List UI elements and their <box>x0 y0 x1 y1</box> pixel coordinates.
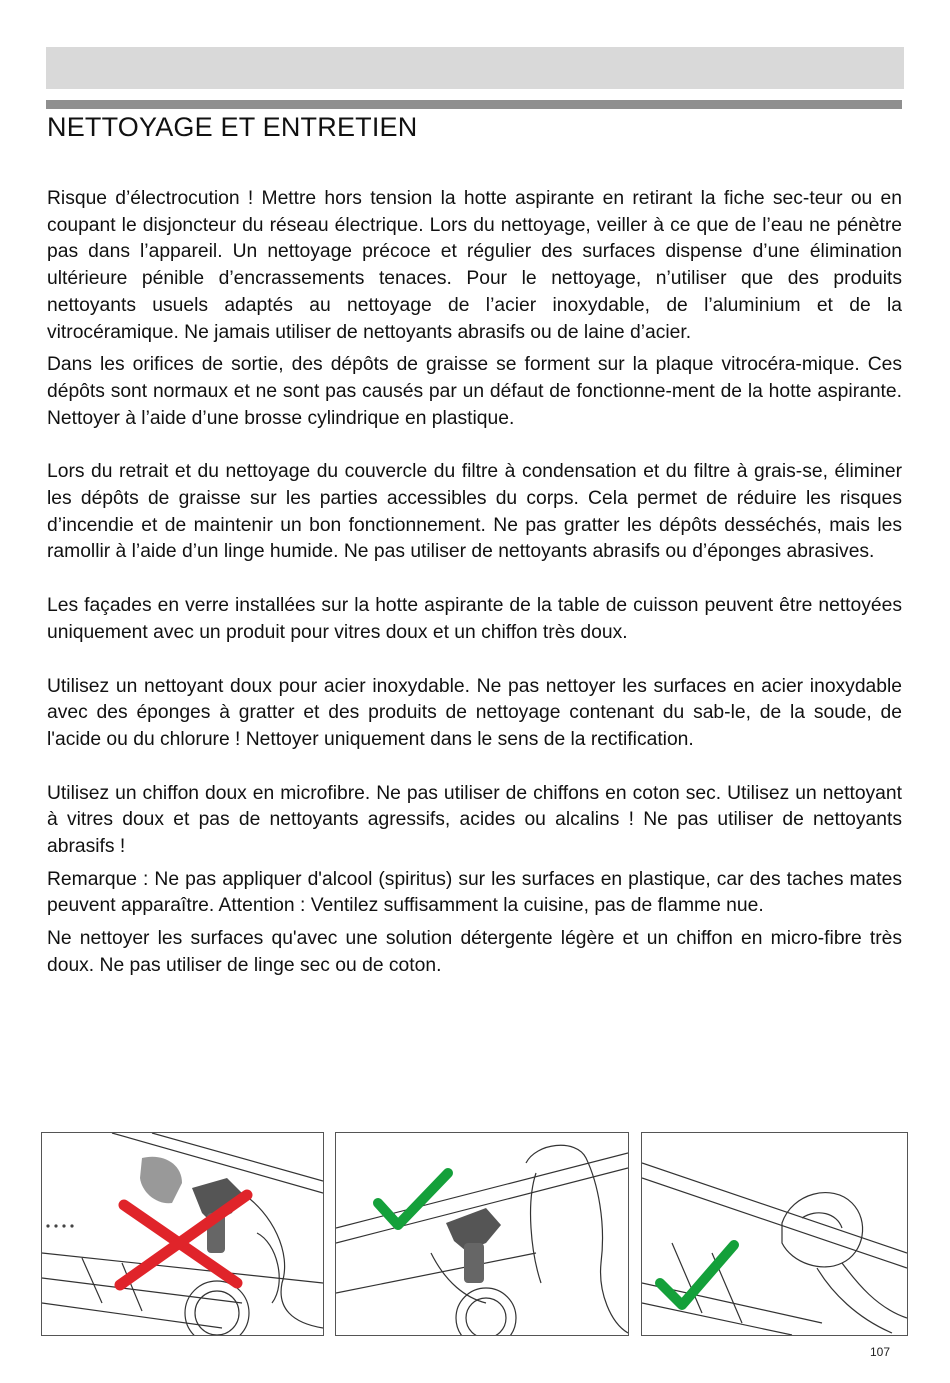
paragraph-microfiber: Utilisez un chiffon doux en microfibre. Ne pas utiliser de chiffons en coton sec. Utilisez un nettoyant à vitres doux et pas de nettoyants agressifs, acides ou alcalins ! Ne pas utiliser de nettoyants abrasifs ! <box>47 782 902 858</box>
figure-spray-forbidden <box>41 1132 324 1336</box>
section-title: NETTOYAGE ET ENTRETIEN <box>47 112 418 142</box>
page-number: 107 <box>870 1345 891 1359</box>
cleaning-illustrations <box>41 1132 907 1336</box>
header-band <box>46 47 904 89</box>
figure-wipe-cloth <box>641 1132 908 1336</box>
paragraph-filter-cleaning: Lors du retrait et du nettoyage du couvercle du filtre à condensation et du filtre à grais-se, éliminer les dépôts de graisse sur les parties accessibles du corps. Cela permet de réduire les risques d’incendie et de maintenir un bon fonctionnement. Ne pas gratter les dépôts desséchés, mais les ramollir à l’aide d’un linge humide. Ne pas utiliser de nettoyants abrasifs ou d’éponges abrasives. <box>47 461 902 563</box>
red-cross-icon <box>120 1195 247 1285</box>
paragraph-outlet-deposits: Dans les orifices de sortie, des dépôts de graisse se forment sur la plaque vitrocéra-mique. Ces dépôts sont normaux et ne sont pas causés par un défaut de fonctionne-ment de la hotte aspirante. Nettoyer à l’aide d’une brosse cylindrique en plastique. <box>47 354 902 429</box>
paragraph-detergent: Ne nettoyer les surfaces qu'avec une solution détergente légère et un chiffon en micro-fibre très doux. Ne pas utiliser de linge sec ou de coton. <box>47 928 902 976</box>
spray-forbidden-illustration <box>42 1133 323 1335</box>
paragraph-stainless-steel: Utilisez un nettoyant doux pour acier inoxydable. Ne pas nettoyer les surfaces en acier inoxydable avec des éponges à gratter et des produits de nettoyage contenant du sab-le, de la soude, de l'acide ou du chlorure ! Nettoyer uniquement dans le sens de la rectification. <box>47 675 902 750</box>
paragraph-glass-fronts: Les façades en verre installées sur la hotte aspirante de la table de cuisson peuvent être nettoyées uniquement avec un produit pour vitres doux et un chiffon très doux. <box>47 595 902 643</box>
paragraph-remark: Remarque : Ne pas appliquer d'alcool (spiritus) sur les surfaces en plastique, car des taches mates peuvent apparaître. Attention : Ventilez suffisamment la cuisine, pas de flamme nue. <box>47 868 902 917</box>
spray-on-cloth-illustration <box>336 1133 628 1335</box>
green-check-icon <box>660 1245 734 1305</box>
header-rule <box>46 100 902 109</box>
paragraph-electrocution: Risque d’électrocution ! Mettre hors tension la hotte aspirante en retirant la fiche sec-teur ou en coupant le disjoncteur du réseau électrique. Lors du nettoyage, veiller à ce que de l’eau ne pénètre pas dans l’appareil. Un nettoyage précoce et régulier des surfaces dispense d’une élimination ultérieure pénible d’encrassements tenaces. Pour le nettoyage, n’utiliser que des produits nettoyants usuels adaptés au nettoyage de l’acier inoxydable, de l’aluminium et de la vitrocéramique. Ne jamais utiliser de nettoyants abrasifs ou de laine d’acier. <box>47 188 902 343</box>
body-text <box>47 186 902 980</box>
figure-spray-on-cloth <box>335 1132 629 1336</box>
wipe-cloth-illustration <box>642 1133 907 1335</box>
